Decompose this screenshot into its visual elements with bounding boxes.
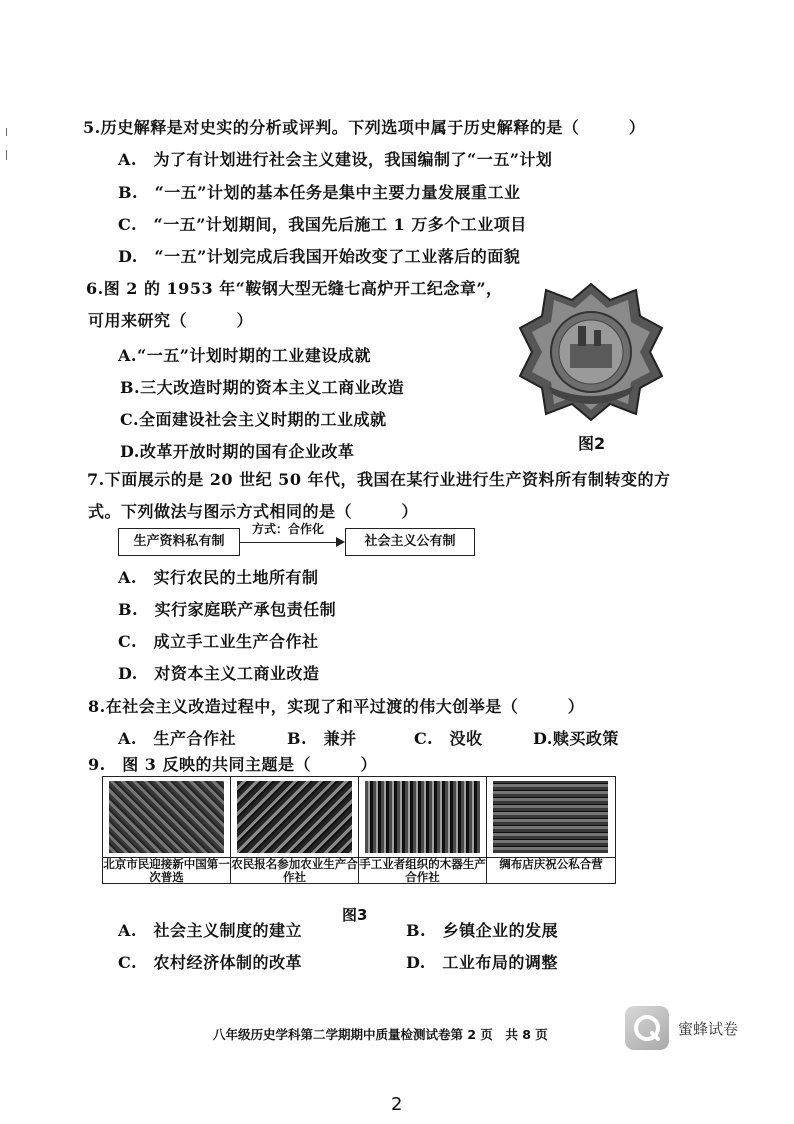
caption-shop: 绸布店庆祝公私合营 <box>487 857 615 884</box>
figure-3-label: 图3 <box>342 906 368 924</box>
question-7-option-b: B. 实行家庭联产承包责任制 <box>118 600 337 619</box>
flow-from-box: 生产资料私有制 <box>118 528 240 556</box>
bee-logo-glyph <box>625 1006 669 1050</box>
photo-cell-farmers <box>231 777 359 883</box>
question-5-option-c: C. “一五”计划期间，我国先后施工 1 万多个工业项目 <box>118 215 527 234</box>
commemorative-medal-figure <box>518 282 664 422</box>
question-7-option-d: D. 对资本主义工商业改造 <box>118 664 320 683</box>
question-9-stem: 9. 图 3 反映的共同主题是（ ） <box>88 755 377 774</box>
page-footer: 八年级历史学科第二学期期中质量检测试卷第 2 页 共 8 页 <box>213 1027 548 1042</box>
question-8-option-d: D.赎买政策 <box>533 729 619 748</box>
question-6-option-d: D.改革开放时期的国有企业改革 <box>120 442 355 461</box>
watermark-text: 蜜蜂试卷 <box>678 1020 739 1038</box>
photo-election <box>109 781 224 853</box>
photo-craftsmen <box>365 781 480 853</box>
question-5-stem: 5.历史解释是对史实的分析或评判。下列选项中属于历史解释的是（ ） <box>83 118 646 137</box>
flow-arrow-line <box>240 542 337 543</box>
caption-craftsmen: 手工业者组织的木器生产合作社 <box>359 857 486 884</box>
caption-farmers: 农民报名参加农业生产合作社 <box>231 857 358 884</box>
figure-3-photo-strip <box>102 776 616 884</box>
question-6-option-c: C.全面建设社会主义时期的工业成就 <box>120 410 387 429</box>
binding-mark <box>6 150 7 160</box>
question-5-option-d: D. “一五”计划完成后我国开始改变了工业落后的面貌 <box>118 247 521 266</box>
question-7-stem-line2: 式。下列做法与图示方式相同的是（ ） <box>88 502 419 521</box>
question-7-option-a: A. 实行农民的土地所有制 <box>118 568 319 587</box>
question-6-stem-line2: 可用来研究（ ） <box>88 311 254 330</box>
flow-arrow-head <box>336 537 345 547</box>
question-5-option-a: A. 为了有计划进行社会主义建设，我国编制了“一五”计划 <box>118 150 553 169</box>
question-9-option-b: B. 乡镇企业的发展 <box>406 921 559 940</box>
binding-mark <box>6 128 7 136</box>
question-8-stem: 8.在社会主义改造过程中，实现了和平过渡的伟大创举是（ ） <box>88 697 585 716</box>
photo-cell-election <box>103 777 231 883</box>
photo-farmers <box>237 781 352 853</box>
question-8-option-a: A. 生产合作社 <box>118 729 236 748</box>
question-9-option-a: A. 社会主义制度的建立 <box>118 921 302 940</box>
question-5-option-b: B. “一五”计划的基本任务是集中主要力量发展重工业 <box>118 183 521 202</box>
flow-to-box: 社会主义公有制 <box>345 528 475 556</box>
question-6-stem-line1: 6.图 2 的 1953 年“鞍钢大型无缝七高炉开工纪念章”， <box>86 279 503 298</box>
photo-shop <box>493 781 608 853</box>
flow-method-label: 方式：合作化 <box>252 522 325 536</box>
photo-cell-shop <box>487 777 615 883</box>
question-8-option-b: B. 兼并 <box>287 729 357 748</box>
caption-election: 北京市民迎接新中国第一次普选 <box>103 857 230 884</box>
question-8-option-c: C. 没收 <box>414 729 483 748</box>
question-6-option-b: B.三大改造时期的资本主义工商业改造 <box>120 378 405 397</box>
photo-cell-craftsmen <box>359 777 487 883</box>
question-9-option-d: D. 工业布局的调整 <box>406 953 558 972</box>
figure-2-label: 图2 <box>578 434 606 453</box>
question-6-option-a: A.“一五”计划时期的工业建设成就 <box>118 346 371 365</box>
question-9-option-c: C. 农村经济体制的改革 <box>118 953 303 972</box>
question-7-option-c: C. 成立手工业生产合作社 <box>118 632 319 651</box>
bee-logo-icon <box>625 1006 669 1050</box>
question-7-stem-line1: 7.下面展示的是 20 世纪 50 年代，我国在某行业进行生产资料所有制转变的方 <box>87 470 671 489</box>
page-number: 2 <box>391 1094 403 1115</box>
